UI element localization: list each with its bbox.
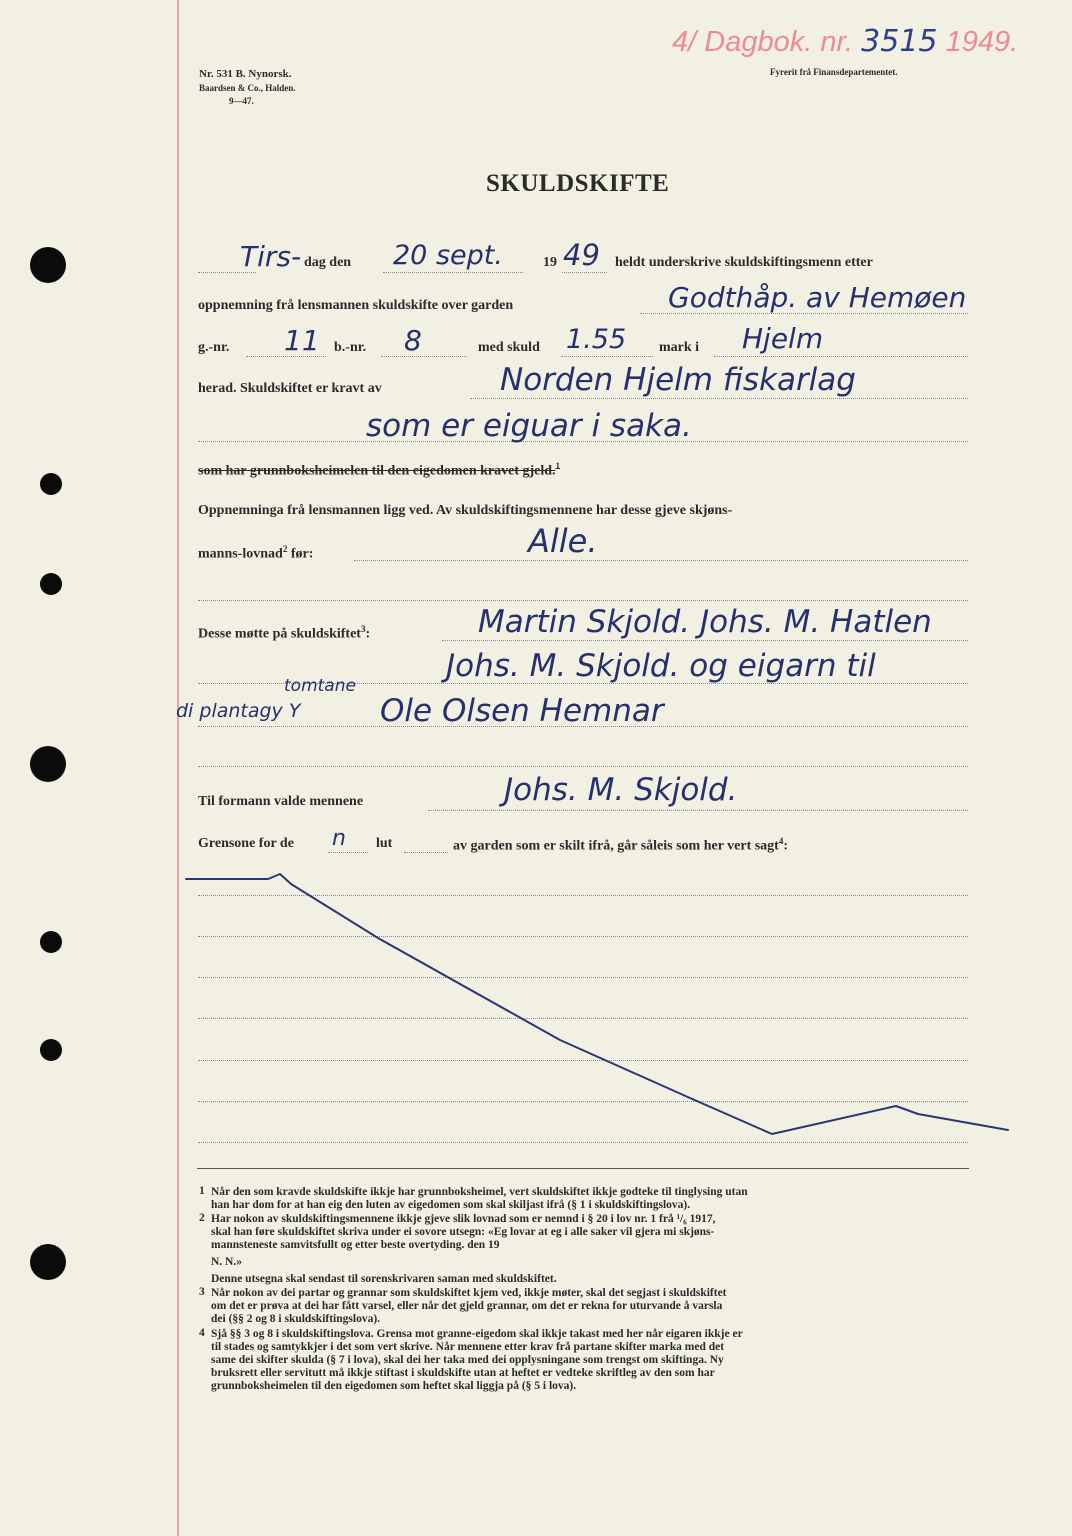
- grensone-label: Grensone for de: [198, 836, 294, 851]
- grensone-tail: av garden som er skilt ifrå, går såleis som her vert sagt$^4$:: [453, 836, 789, 854]
- stamp-prefix: 4/: [672, 26, 697, 58]
- footnote-rule: [197, 1168, 969, 1169]
- printer-name: Baardsen & Co., Halden.: [199, 83, 296, 93]
- skuld-label: med skuld: [478, 340, 540, 355]
- plantage-handwritten: di plantagy Y: [176, 700, 301, 722]
- municipality-handwritten: Hjelm: [742, 322, 824, 355]
- bnr-handwritten: 8: [404, 324, 422, 357]
- herad-label: herad. Skuldskiftet er kravt av: [198, 381, 382, 396]
- footnote-2-line: skal han føre skuldskiftet skriva under ei sovore utsegn: «Eg lovar at eg i alle saker vil gjera mi skjøns-: [211, 1226, 715, 1238]
- footnote-3-line: om det er prøva at dei har fått varsel, eller når det gjeld grannar, om det er rekna for uturvande å varsla: [211, 1300, 723, 1312]
- farm-label: oppnemning frå lensmannen skuldskifte over garden: [198, 298, 514, 313]
- formann-handwritten: Johs. M. Skjold.: [504, 772, 738, 808]
- footnote-2-line: mannsteneste samvitsfullt og etter beste overtyding. den 19: [211, 1239, 500, 1251]
- lovnad-label: manns-lovnad$^2$ før:: [198, 544, 314, 562]
- stamp-year: 1949.: [945, 26, 1019, 58]
- line1-tail: heldt underskrive skuldskiftingsmenn etter: [615, 255, 873, 270]
- footnote-4-line: Sjå §§ 3 og 8 i skuldskiftingslova. Grensa mot granne-eigedom skal ikkje takast med her når eigaren ikkje er: [211, 1328, 743, 1340]
- gnr-label: g.-nr.: [198, 340, 230, 355]
- attendees-line2-handwritten: Johs. M. Skjold. og eigarn til: [446, 648, 876, 684]
- footnote-3-num: 3: [199, 1286, 205, 1298]
- dag-den-label: dag den: [304, 255, 352, 270]
- footnote-3-line: dei (§§ 2 og 8 i skuldskiftingslova).: [211, 1313, 381, 1325]
- lovnad-handwritten: Alle.: [528, 522, 598, 560]
- attendees-label: Desse møtte på skuldskiftet$^3$:: [198, 624, 371, 642]
- footnote-4-line: til stades og samtykkjer i det som vert skrive. Når mennene etter krav frå partane skifter marka med det: [211, 1341, 725, 1353]
- oppnemning-line: Oppnemninga frå lensmannen ligg ved. Av skuldskiftingsmennene har desse gjeve skjøns-: [198, 503, 733, 518]
- approval-note: Fyrerit frå Finansdepartementet.: [770, 67, 898, 77]
- footnote-2-line: Har nokon av skuldskiftingsmennene ikkje gjeve slik lovnad som er nemnd i § 20 i lov nr. 1 frå ¹/₆ 1917,: [211, 1213, 716, 1225]
- form-number: Nr. 531 B. Nynorsk.: [199, 68, 292, 80]
- year-prefix: 19: [543, 255, 557, 270]
- footnote-2-line: Denne utsegna skal sendast til sorenskrivaren saman med skuldskiftet.: [211, 1273, 557, 1285]
- stamp-number: 3515: [861, 24, 938, 59]
- claimant-handwritten: Norden Hjelm fiskarlag: [500, 362, 856, 398]
- footnote-1-line: han har dom for at han eig den luten av eigedomen som skal skiljast ifrå (§ 1 i skuldskiftingslova).: [211, 1199, 691, 1211]
- bnr-label: b.-nr.: [334, 340, 367, 355]
- footnote-4-line: grunnboksheimelen til den eigedomen som heftet skal liggja på (§ 5 i lova).: [211, 1380, 577, 1392]
- formann-label: Til formann valde mennene: [198, 794, 364, 809]
- skuld-handwritten: 1.55: [566, 324, 627, 355]
- footnote-1-num: 1: [199, 1185, 205, 1197]
- mark-label: mark i: [659, 340, 700, 355]
- date-handwritten: 20 sept.: [393, 240, 503, 271]
- document-title: SKULDSKIFTE: [486, 170, 670, 197]
- footnote-4-num: 4: [199, 1327, 205, 1339]
- lut-label: lut: [376, 836, 393, 851]
- footnote-2-line: N. N.»: [211, 1256, 242, 1268]
- print-date: 9—47.: [229, 96, 254, 106]
- footnote-4-line: same dei skifter skulda (§ 7 i lova), skal dei her taka med dei opplysningane som trengst om skiftinga. Ny: [211, 1354, 724, 1366]
- grensone-handwritten: n: [332, 826, 346, 851]
- tomtane-handwritten: tomtane: [284, 676, 356, 696]
- attendees-line1-handwritten: Martin Skjold. Johs. M. Hatlen: [478, 604, 932, 640]
- stamp-label: Dagbok. nr.: [704, 26, 854, 58]
- attendees-line3-handwritten: Ole Olsen Hemnar: [380, 693, 664, 729]
- farm-handwritten: Godthåp. av Hemøen: [668, 281, 967, 314]
- year-handwritten: 49: [563, 238, 600, 272]
- claimant-line2-handwritten: som er eiguar i saka.: [366, 408, 692, 444]
- struck-text: som har grunnboksheimelen til den eigedomen kravet gjeld.$^1$: [198, 461, 561, 479]
- footnote-3-line: Når nokon av dei partar og grannar som skuldskiftet kjem ved, ikkje møter, skal det segjast i skuldskiftet: [211, 1287, 727, 1299]
- weekday-handwritten: Tirs-: [240, 240, 302, 273]
- gnr-handwritten: 11: [284, 324, 320, 357]
- footnote-4-line: bruksrett eller servitutt må ikkje stiftast i skuldskifte utan at heftet er vedteke skriftleg av den som har: [211, 1367, 715, 1379]
- footnote-1-line: Når den som kravde skuldskifte ikkje har grunnboksheimel, vert skuldskiftet ikkje godteke til tinglysing utan: [211, 1186, 748, 1198]
- footnote-2-num: 2: [199, 1212, 205, 1224]
